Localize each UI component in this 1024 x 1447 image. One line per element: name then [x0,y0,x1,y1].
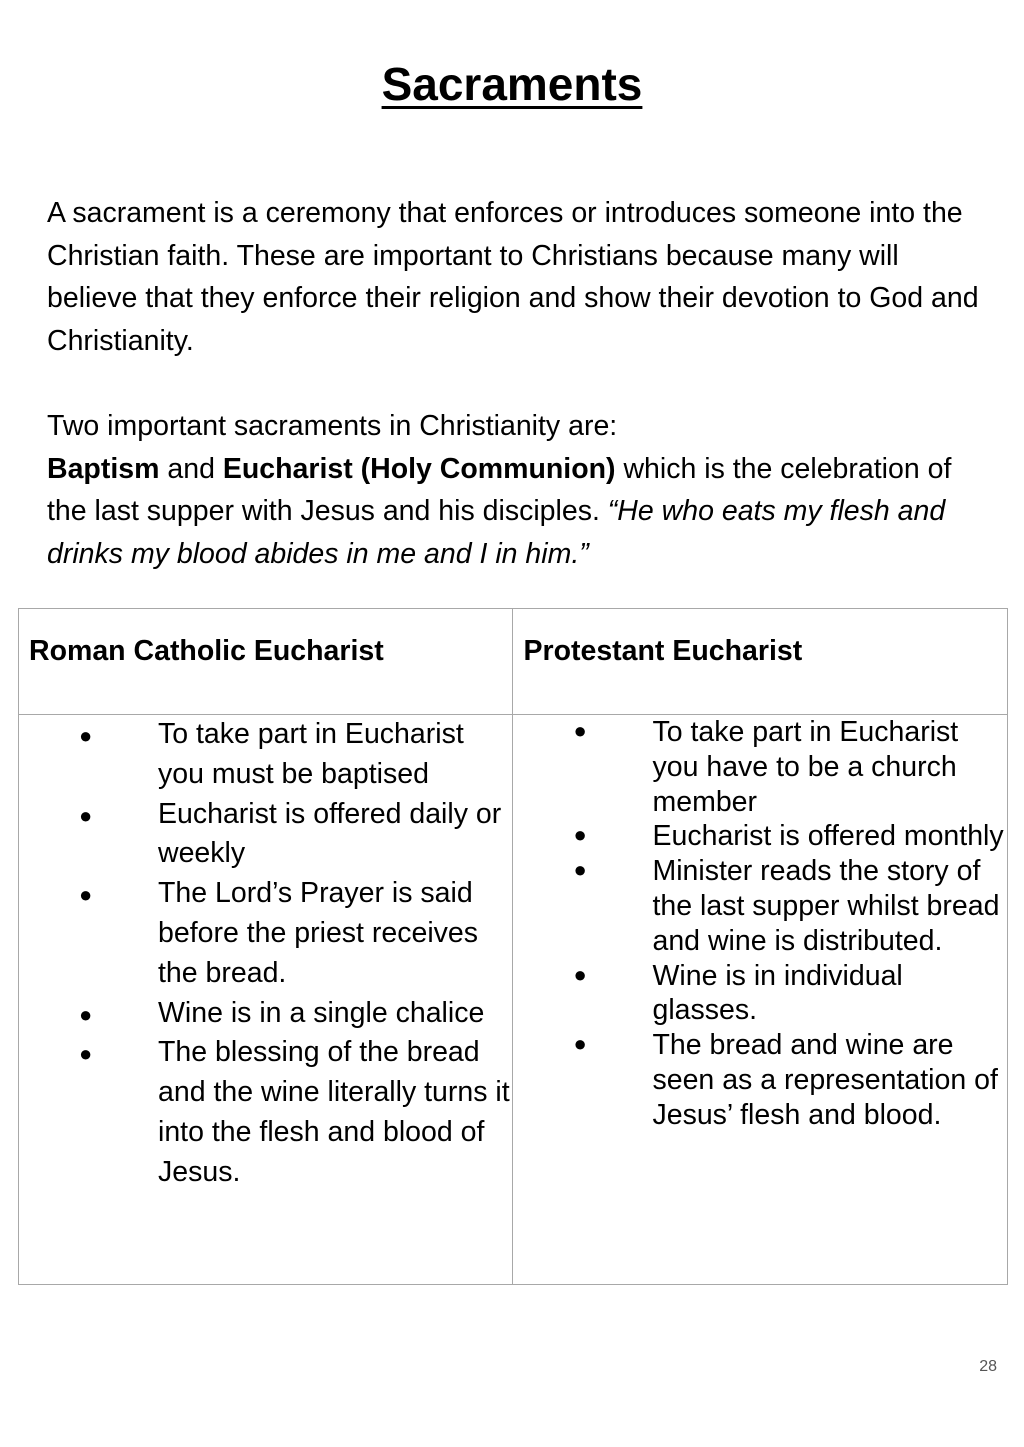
list-item [19,874,512,993]
baptism-term: Baptism [47,452,160,485]
list-item-text: Minister reads the story of the last supper whilst bread and wine is distributed. [652,855,1000,957]
bullet-icon: ● [573,961,587,987]
bullet-icon: ● [79,723,93,748]
bullet-icon: ● [79,882,93,908]
list-item [513,715,1007,819]
list-item-text: Eucharist is offered monthly [652,820,1004,853]
intro-paragraph: A sacrament is a ceremony that enforces or introduces someone into the Christian faith. These are important to Christians because many will believe that they enforce their religion and show their devotion to God and Christianity. [47,197,979,357]
list-item-text: Wine is in a single chalice [158,996,485,1029]
list-item-text: The blessing of the bread and the wine literally turns it into the flesh and blood of Jesus. [158,1036,510,1188]
list-item-text: The Lord’s Prayer is said before the priest receives the bread. [158,877,478,989]
conjunction: and [159,452,223,485]
bullet-icon: ● [573,822,587,848]
list-item [19,1033,512,1192]
table-row [19,715,1008,1285]
bullet-icon: ● [79,802,93,828]
eucharist-term: Eucharist (Holy Communion) [222,452,616,485]
sacraments-lead: Two important sacraments in Christianity are: [47,410,618,442]
sacraments-section [47,405,987,575]
bullet-icon: ● [573,857,587,883]
list-item-text: The bread and wine are seen as a representation of Jesus’ flesh and blood. [652,1029,998,1131]
page-number: 28 [979,1358,997,1375]
eucharist-comparison-table [18,608,1008,1285]
list-item [513,1028,1007,1132]
roman-catholic-cell [19,715,513,1285]
bullet-icon: ● [573,718,587,743]
list-item-text: Wine is in individual glasses. [652,959,903,1027]
bullet-icon: ● [79,1001,93,1027]
roman-catholic-header: Roman Catholic Eucharist [19,609,513,715]
bullet-icon: ● [79,1041,93,1067]
protestant-list [513,715,1007,1133]
list-item [513,959,1007,1029]
list-item [19,715,512,795]
list-item-text: Eucharist is offered daily or weekly [158,797,502,870]
list-item [513,854,1007,958]
eucharist-description: which is the celebration of the last supper with Jesus and his disciples. [47,452,952,528]
page-title: Sacraments [381,58,643,110]
roman-catholic-list [19,715,512,1193]
scripture-quote: “He who eats my flesh and drinks my blood abides in me and I in him.” [47,495,946,570]
list-item-text: To take part in Eucharist you have to be a church member [652,716,959,818]
protestant-cell [513,715,1008,1285]
table-header-row [19,609,1008,715]
list-item [513,819,1007,854]
bullet-icon: ● [573,1031,587,1057]
list-item-text: To take part in Eucharist you must be baptised [158,718,464,790]
list-item [19,994,512,1034]
sacraments-detail [47,448,987,576]
list-item [19,795,512,875]
protestant-header: Protestant Eucharist [513,609,1008,715]
